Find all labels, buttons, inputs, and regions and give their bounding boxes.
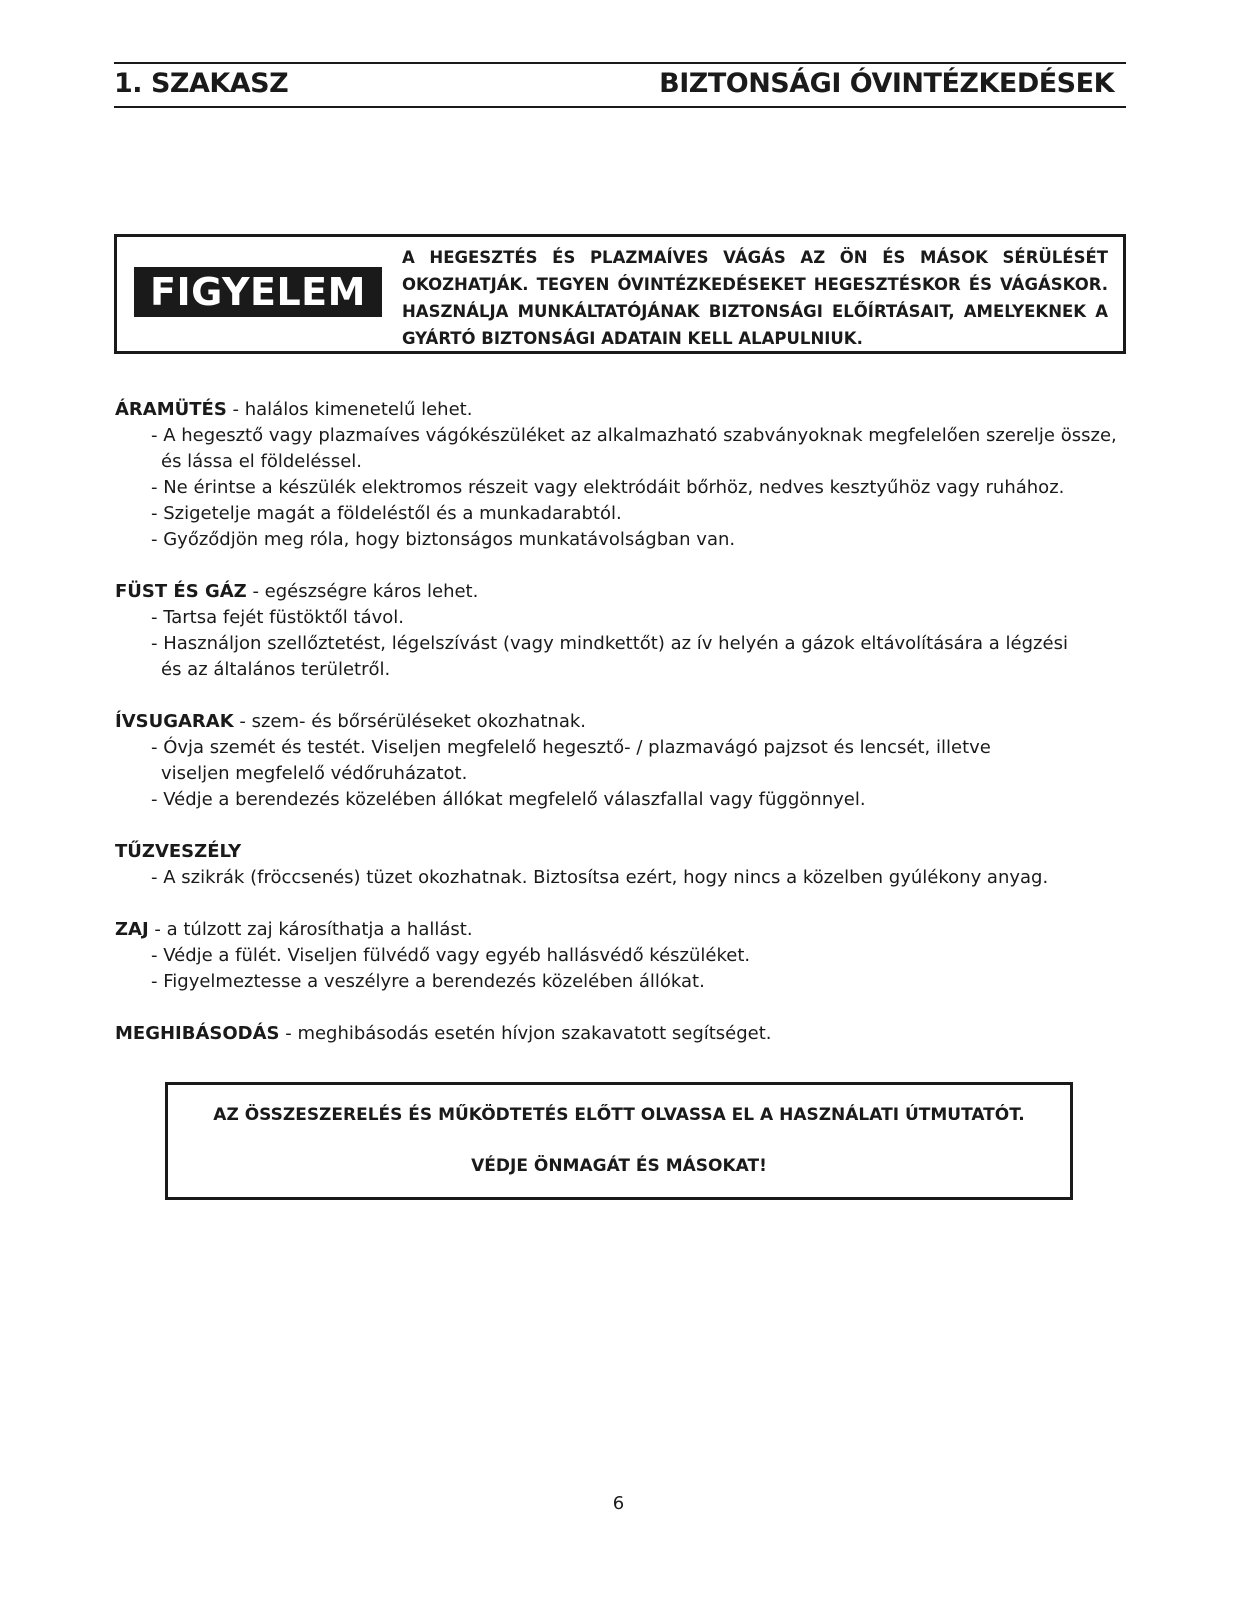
section-description: - szem- és bőrsérüléseket okozhatnak.	[233, 711, 587, 732]
section-description: - egészségre káros lehet.	[246, 581, 479, 602]
list-item: - Védje a fülét. Viseljen fülvédő vagy egyéb hallásvédő készüléket.	[151, 945, 751, 966]
section-arc-rays	[115, 709, 1125, 813]
section-description: - meghibásodás esetén hívjon szakavatott segítséget.	[279, 1023, 772, 1044]
list-item-continuation: és lássa el földeléssel.	[161, 451, 362, 472]
warning-label: FIGYELEM	[134, 267, 382, 317]
section-fumes-gas	[115, 579, 1125, 683]
notice-box	[165, 1082, 1073, 1200]
list-item: - Győződjön meg róla, hogy biztonságos munkatávolságban van.	[151, 529, 736, 550]
warning-box	[114, 234, 1126, 354]
section-title: BIZTONSÁGI ÓVINTÉZKEDÉSEK	[659, 68, 1114, 99]
list-item: - Használjon szellőztetést, légelszívást (vagy mindkettőt) az ív helyén a gázok eltávolítására a légzési	[151, 633, 1068, 654]
list-item: - A szikrák (fröccsenés) tüzet okozhatnak. Biztosítsa ezért, hogy nincs a közelben gyúlékony anyag.	[151, 867, 1049, 888]
section-label: 1. SZAKASZ	[114, 68, 289, 99]
section-heading: MEGHIBÁSODÁS	[115, 1023, 280, 1044]
list-item: - Védje a berendezés közelében állókat megfelelő válaszfallal vagy függönnyel.	[151, 789, 866, 810]
section-electric-shock	[115, 397, 1125, 553]
warning-text: A HEGESZTÉS ÉS PLAZMAÍVES VÁGÁS AZ ÖN ÉS MÁSOK SÉRÜLÉSÉT OKOZHATJÁK. TEGYEN ÓVINTÉZKEDÉSEKET HEGESZTÉSKOR ÉS VÁGÁSKOR. HASZNÁLJA MUNKÁLTATÓJÁNAK BIZTONSÁGI ELŐÍRTÁSAIT, AMELYEKNEK A GYÁRTÓ BIZTONSÁGI ADATAIN KELL ALAPULNIUK.	[402, 248, 1108, 348]
list-item: - Figyelmeztesse a veszélyre a berendezés közelében állókat.	[151, 971, 705, 992]
section-description: - halálos kimenetelű lehet.	[226, 399, 473, 420]
section-heading: TŰZVESZÉLY	[115, 841, 242, 862]
section-malfunction	[115, 1021, 1125, 1047]
section-heading: ÁRAMÜTÉS	[115, 399, 227, 420]
notice-line-1: AZ ÖSSZESZERELÉS ÉS MŰKÖDTETÉS ELŐTT OLVASSA EL A HASZNÁLATI ÚTMUTATÓT.	[213, 1105, 1025, 1125]
section-header	[114, 62, 1126, 108]
list-item: - Tartsa fejét füstöktől távol.	[151, 607, 405, 628]
list-item-continuation: és az általános területről.	[161, 659, 391, 680]
list-item: - A hegesztő vagy plazmaíves vágókészüléket az alkalmazható szabványoknak megfelelően szerelje össze,	[151, 425, 1117, 446]
section-heading: ZAJ	[115, 919, 149, 940]
list-item: - Ne érintse a készülék elektromos részeit vagy elektródáit bőrhöz, nedves kesztyűhöz vagy ruhához.	[151, 477, 1065, 498]
section-heading: ÍVSUGARAK	[115, 711, 234, 732]
safety-content	[115, 397, 1125, 1073]
section-noise	[115, 917, 1125, 995]
list-item-continuation: viseljen megfelelő védőruházatot.	[161, 763, 468, 784]
list-item: - Óvja szemét és testét. Viseljen megfelelő hegesztő- / plazmavágó pajzsot és lencsét, illetve	[151, 737, 991, 758]
notice-line-2: VÉDJE ÖNMAGÁT ÉS MÁSOKAT!	[471, 1156, 767, 1176]
section-fire-hazard	[115, 839, 1125, 891]
section-description: - a túlzott zaj károsíthatja a hallást.	[148, 919, 473, 940]
page-number: 6	[612, 1493, 625, 1514]
list-item: - Szigetelje magát a földeléstől és a munkadarabtól.	[151, 503, 622, 524]
section-heading: FÜST ÉS GÁZ	[115, 581, 247, 602]
